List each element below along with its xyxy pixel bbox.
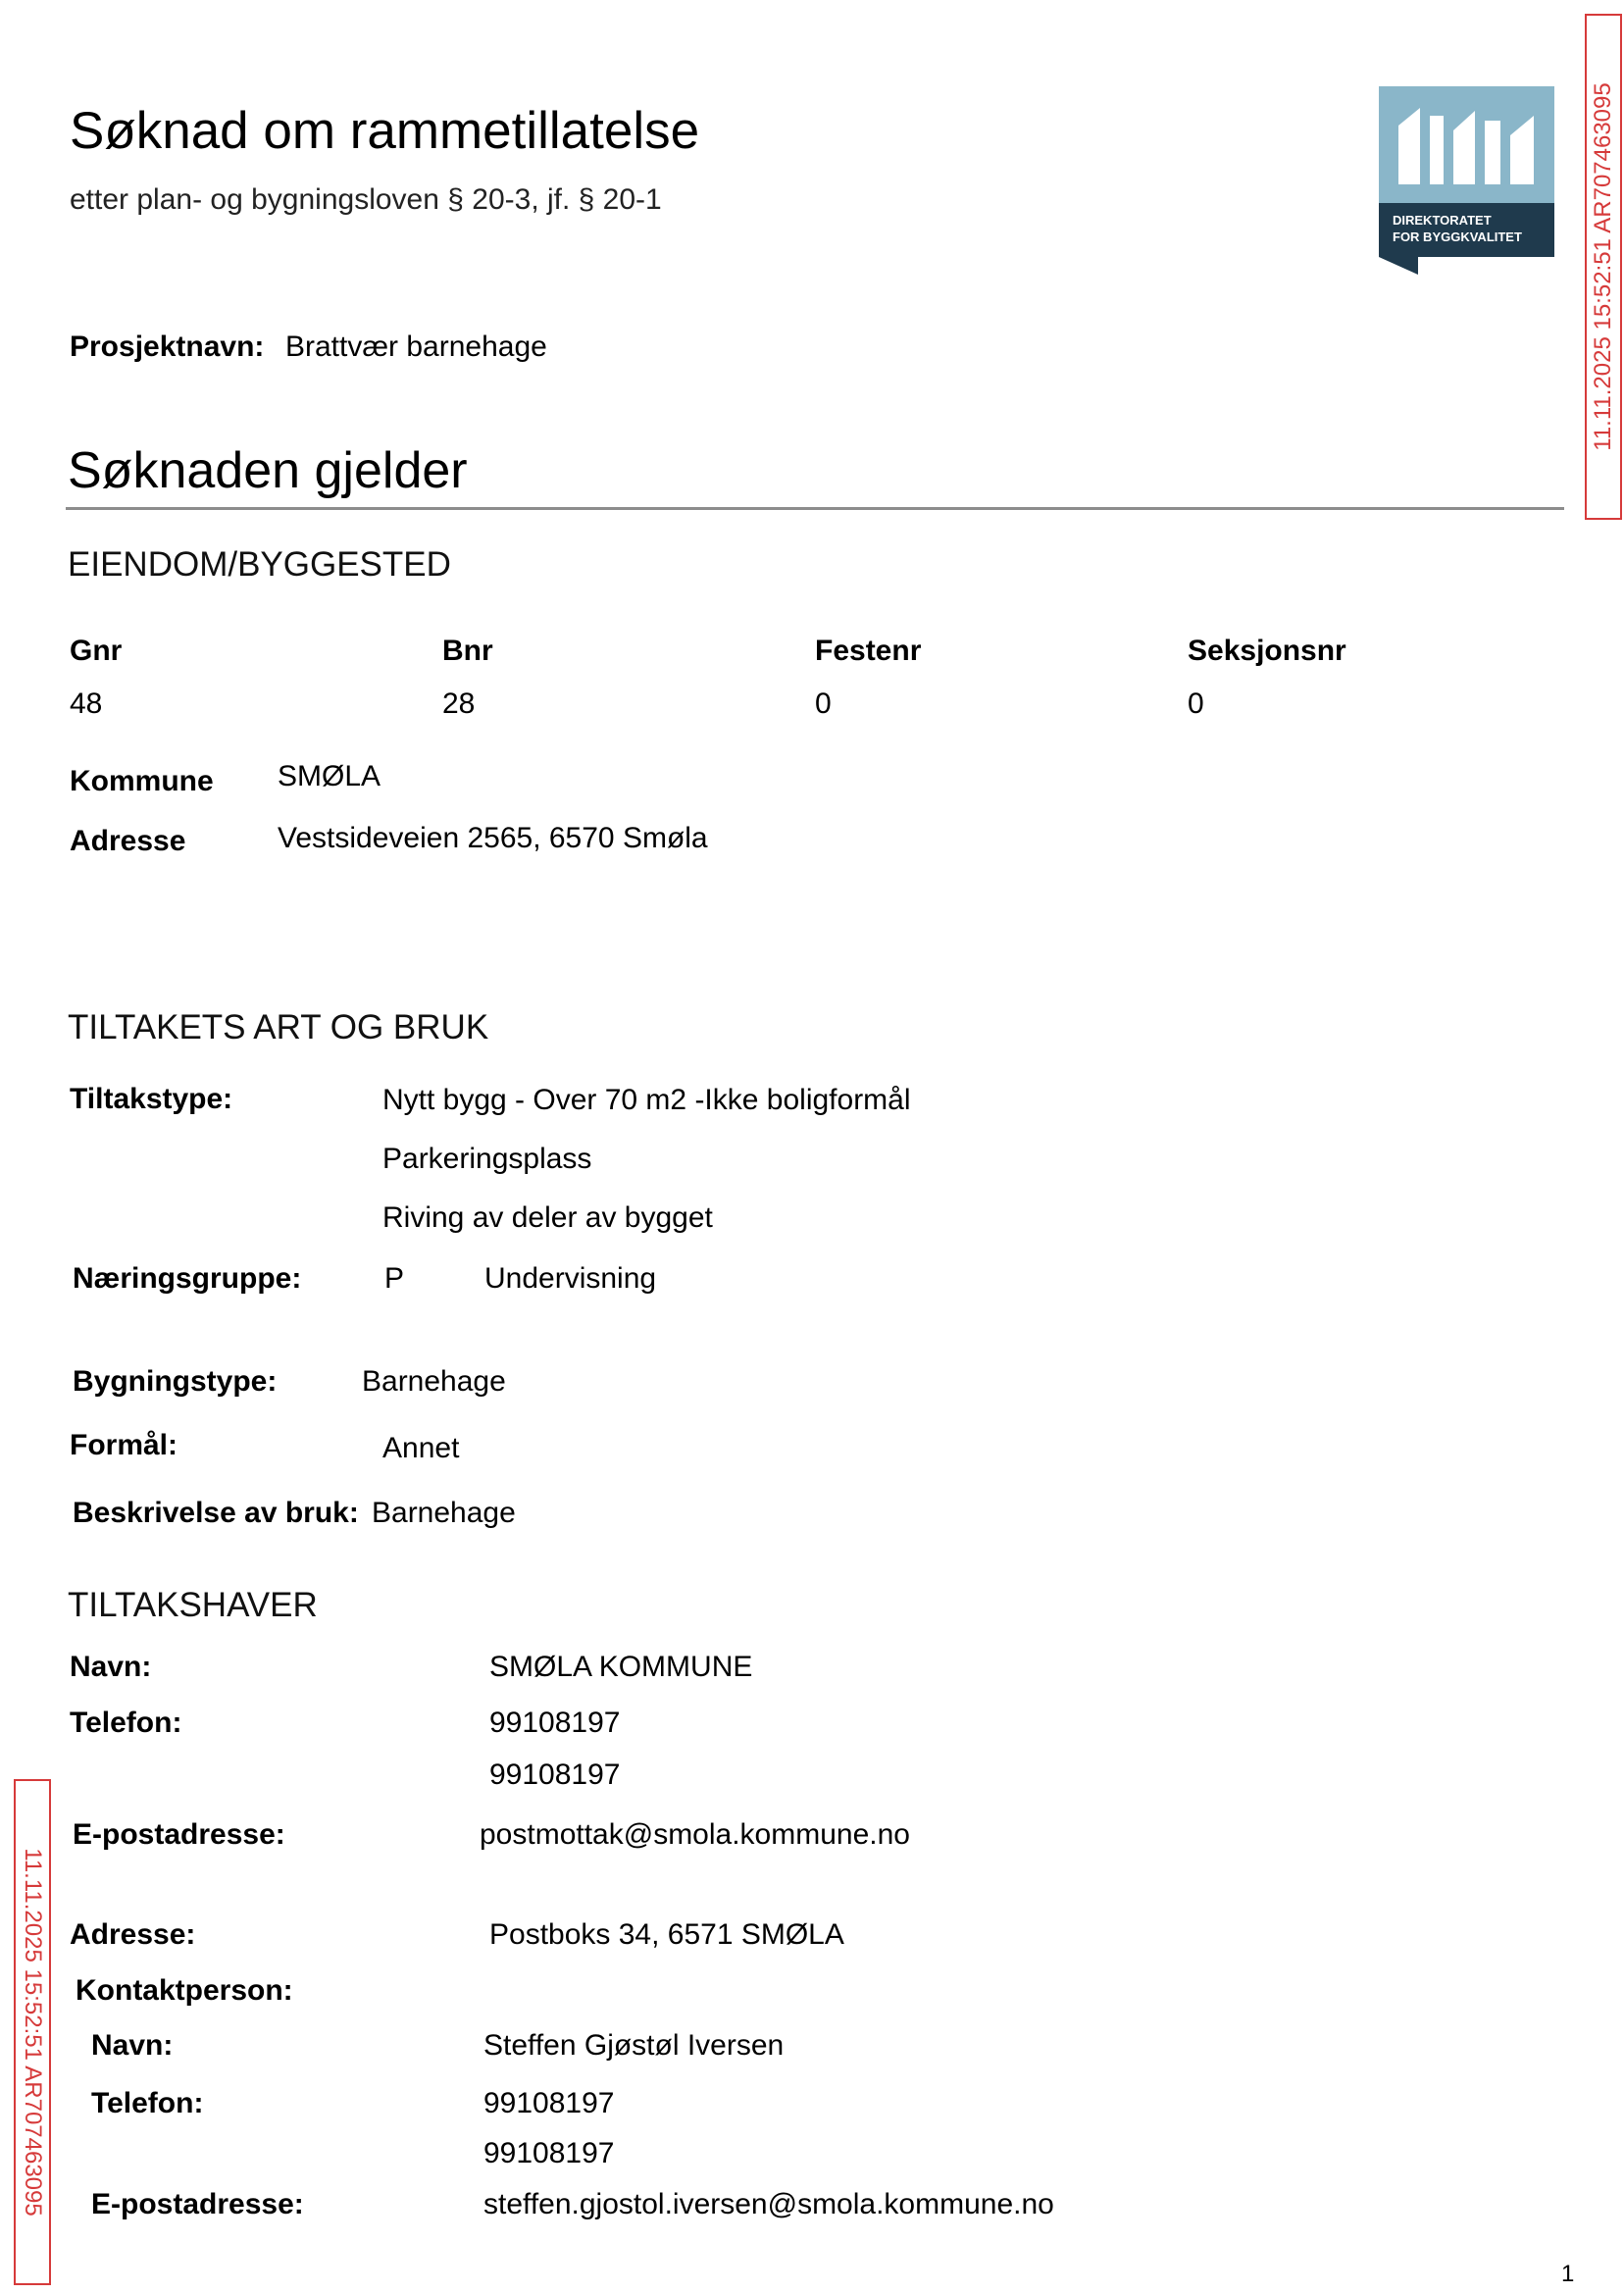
formal-value: Annet (382, 1432, 460, 1464)
archive-stamp-left-text: 11.11.2025 15:52:51 AR707463095 (20, 1848, 46, 2217)
festenr-label: Festenr (815, 635, 922, 667)
kontakt-navn-label: Navn: (91, 2029, 174, 2062)
adresse-value: Vestsideveien 2565, 6570 Smøla (278, 822, 708, 854)
tiltakshaver-telefon-value-1: 99108197 (489, 1707, 621, 1739)
festenr-value: 0 (815, 688, 832, 720)
tiltakshaver-telefon-value-2: 99108197 (489, 1759, 621, 1791)
kommune-value: SMØLA (278, 760, 381, 792)
seksjonsnr-value: 0 (1188, 688, 1204, 720)
bygningstype-value: Barnehage (362, 1365, 506, 1398)
kontakt-epost-value: steffen.gjostol.iversen@smola.kommune.no (483, 2188, 1054, 2220)
logo-graphic (1379, 86, 1554, 275)
formal-label: Formål: (70, 1429, 178, 1461)
bygningstype-label: Bygningstype: (73, 1365, 278, 1398)
project-name-value: Brattvær barnehage (285, 331, 547, 363)
beskrivelse-label: Beskrivelse av bruk: (73, 1497, 359, 1529)
archive-stamp-left (14, 1779, 51, 2285)
tiltakshaver-navn-value: SMØLA KOMMUNE (489, 1651, 753, 1683)
tiltakstype-value-1: Nytt bygg - Over 70 m2 -Ikke boligformål (382, 1084, 911, 1116)
page-number: 1 (1561, 2261, 1575, 2287)
section-divider (66, 507, 1564, 510)
kontakt-navn-value: Steffen Gjøstøl Iversen (483, 2029, 785, 2062)
kontaktperson-label: Kontaktperson: (76, 1974, 293, 2007)
adresse-label: Adresse (70, 825, 186, 857)
eiendom-heading: EIENDOM/BYGGESTED (68, 545, 451, 584)
logo-text-line1: DIREKTORATET (1393, 213, 1492, 228)
gnr-value: 48 (70, 688, 103, 720)
gnr-label: Gnr (70, 635, 123, 667)
tiltakshaver-epost-label: E-postadresse: (73, 1818, 285, 1851)
tiltakshaver-adresse-label: Adresse: (70, 1918, 196, 1951)
naeringsgruppe-label: Næringsgruppe: (73, 1262, 302, 1295)
kontakt-telefon-value-1: 99108197 (483, 2087, 615, 2119)
tiltakshaver-epost-value: postmottak@smola.kommune.no (480, 1818, 910, 1851)
bnr-label: Bnr (442, 635, 493, 667)
tiltakshaver-heading: TILTAKSHAVER (68, 1586, 318, 1624)
tiltakstype-label: Tiltakstype: (70, 1083, 233, 1115)
tiltakstype-value-2: Parkeringsplass (382, 1143, 592, 1175)
naeringsgruppe-code: P (384, 1262, 405, 1295)
kommune-label: Kommune (70, 765, 214, 797)
document-subtitle: etter plan- og bygningsloven § 20-3, jf. § 20-1 (70, 183, 662, 216)
tiltak-heading: TILTAKETS ART OG BRUK (68, 1008, 489, 1046)
tiltakshaver-telefon-label: Telefon: (70, 1707, 182, 1739)
document-title: Søknad om rammetillatelse (70, 102, 700, 160)
bnr-value: 28 (442, 688, 476, 720)
kontakt-telefon-value-2: 99108197 (483, 2137, 615, 2169)
archive-stamp-right (1585, 14, 1622, 520)
kontakt-epost-label: E-postadresse: (91, 2188, 304, 2220)
kontakt-telefon-label: Telefon: (91, 2087, 204, 2119)
logo-text-line2: FOR BYGGKVALITET (1393, 229, 1522, 244)
project-name-label: Prosjektnavn: (70, 331, 265, 363)
naeringsgruppe-value: Undervisning (484, 1262, 657, 1295)
archive-stamp-right-text: 11.11.2025 15:52:51 AR707463095 (1590, 82, 1616, 451)
beskrivelse-value: Barnehage (372, 1497, 516, 1529)
dibk-logo (1379, 86, 1554, 275)
section-title: Søknaden gjelder (68, 442, 468, 499)
tiltakstype-value-3: Riving av deler av bygget (382, 1201, 713, 1234)
tiltakshaver-adresse-value: Postboks 34, 6571 SMØLA (489, 1918, 844, 1951)
tiltakshaver-navn-label: Navn: (70, 1651, 152, 1683)
seksjonsnr-label: Seksjonsnr (1188, 635, 1346, 667)
